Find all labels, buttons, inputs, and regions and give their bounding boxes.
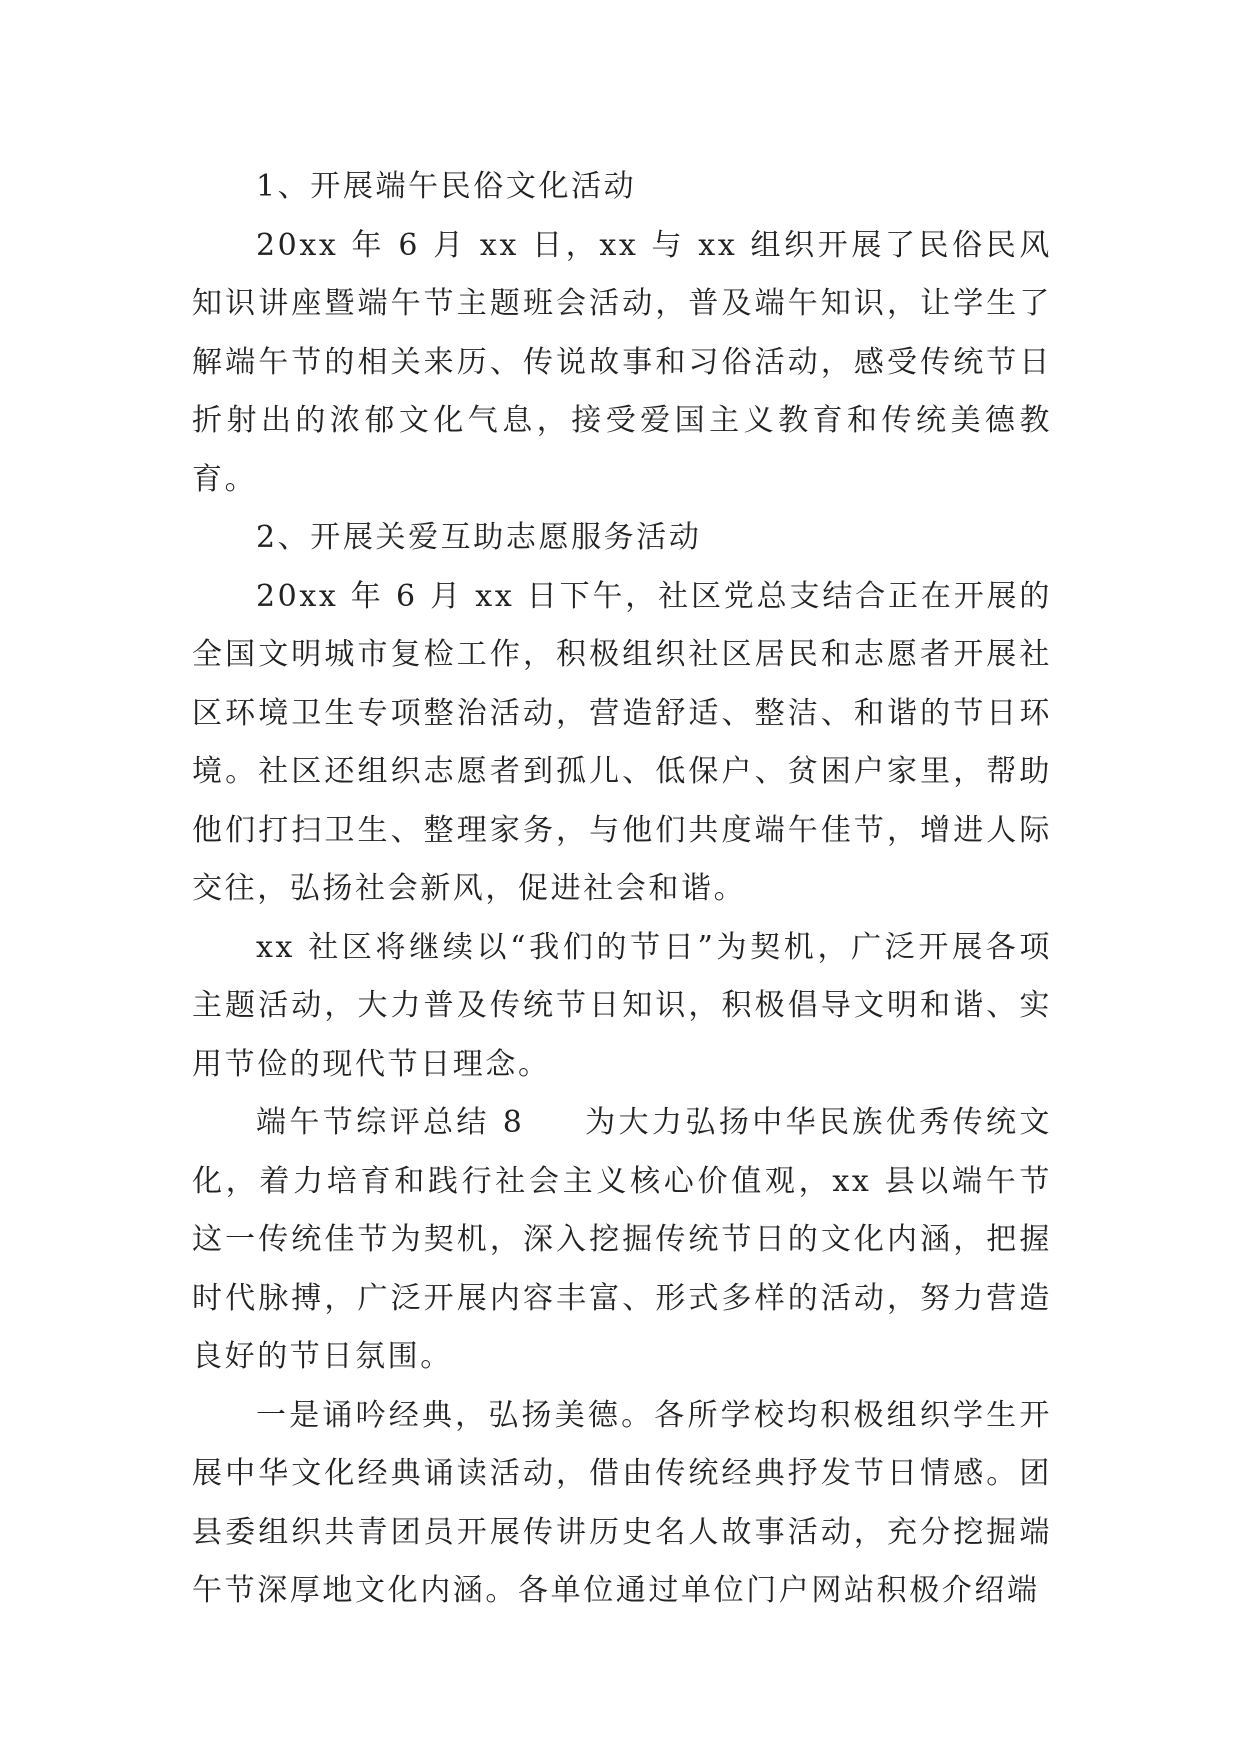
paragraph-5: 一是诵吟经典，弘扬美德。各所学校均积极组织学生开展中华文化经典诵读活动，借由传统经典抒发节日情感。团县委组织共青团员开展传讲历史名人故事活动，充分挖掘端午节深厚地文化内涵。各单位通过单位门户网站积极介绍端	[192, 1397, 1052, 1608]
section-heading-2: 2、开展关爱互助志愿服务活动	[256, 520, 702, 555]
section-heading-1: 1、开展端午民俗文化活动	[256, 169, 637, 204]
paragraph-1: 20xx 年 6 月 xx 日，xx 与 xx 组织开展了民俗民风知识讲座暨端午节主题班会活动，普及端午知识，让学生了解端午节的相关来历、传说故事和习俗活动，感受传统节日折射出的浓郁文化气息，接受爱国主义教育和传统美德教育。	[192, 227, 1052, 497]
summary-text: 为大力弘扬中华民族优秀传统文化，着力培育和践行社会主义核心价值观，xx 县以端午节这一传统佳节为契机，深入挖掘传统节日的文化内涵，把握时代脉搏，广泛开展内容丰富、形式多样的活动，努力营造良好的节日氛围。	[192, 1105, 1052, 1374]
document-body	[192, 158, 1052, 1621]
summary-title: 端午节综评总结 8	[256, 1105, 525, 1140]
paragraph-4	[192, 1094, 1052, 1387]
paragraph-3: xx 社区将继续以“我们的节日”为契机，广泛开展各项主题活动，大力普及传统节日知识，积极倡导文明和谐、实用节俭的现代节日理念。	[192, 929, 1052, 1082]
paragraph-2: 20xx 年 6 月 xx 日下午，社区党总支结合正在开展的全国文明城市复检工作，积极组织社区居民和志愿者开展社区环境卫生专项整治活动，营造舒适、整洁、和谐的节日环境。社区还组织志愿者到孤儿、低保户、贫困户家里，帮助他们打扫卫生、整理家务，与他们共度端午佳节，增进人际交往，弘扬社会新风，促进社会和谐。	[192, 578, 1052, 906]
